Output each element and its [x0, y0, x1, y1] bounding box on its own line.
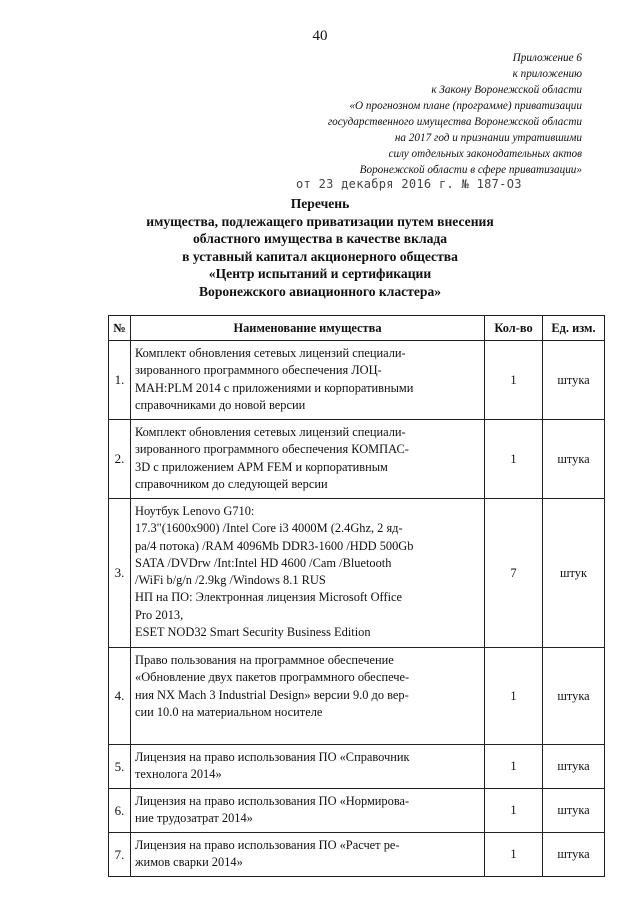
- item-qty: 1: [485, 833, 543, 877]
- table-row: [109, 341, 605, 420]
- item-unit: штука: [543, 833, 605, 877]
- item-name-line: жимов сварки 2014»: [135, 855, 243, 870]
- item-name-line: зированного программного обеспечения ЛОЦ-: [135, 363, 382, 378]
- appendix-line: к Закону Воронежской области: [431, 84, 582, 96]
- item-unit: штука: [543, 789, 605, 833]
- item-name-line: НП на ПО: Электронная лицензия Microsoft Office: [135, 590, 403, 605]
- item-name-line: Ноутбук Lenovo G710:: [135, 504, 255, 518]
- item-unit: штука: [543, 745, 605, 789]
- item-unit: штука: [543, 341, 605, 420]
- item-name-line: 3D с приложением APM FEM и корпоративным: [135, 459, 388, 474]
- table-row: [109, 789, 605, 833]
- item-unit: штук: [543, 499, 605, 648]
- item-name-line: справочником до следующей версии: [135, 476, 328, 491]
- item-qty: 7: [485, 499, 543, 648]
- title-line: областного имущества в качестве вклада: [192, 231, 448, 246]
- appendix-line: государственного имущества Воронежской области: [327, 116, 582, 128]
- item-name-line: Лицензия на право использования ПО «Нормирова-: [135, 794, 410, 808]
- item-unit: штука: [543, 648, 605, 745]
- item-name: [131, 420, 485, 499]
- title-line: «Центр испытаний и сертификации: [208, 266, 432, 281]
- appendix-line: «О прогнозном плане (программе) приватизации: [349, 100, 582, 112]
- row-number: 7.: [109, 833, 131, 877]
- title-line: Воронежского авиационного кластера»: [198, 283, 442, 299]
- col-header-unit: Ед. изм.: [543, 316, 605, 341]
- item-qty: 1: [485, 341, 543, 420]
- item-name-line: /WiFi b/g/n /2.9kg /Windows 8.1 RUS: [135, 573, 326, 588]
- table-row: [109, 499, 605, 648]
- item-name: [131, 745, 485, 789]
- item-name-line: МАН:PLM 2014 с приложениями и корпоративными: [135, 380, 414, 395]
- item-qty: 1: [485, 745, 543, 789]
- appendix-line: на 2017 год и признании утратившими: [394, 132, 582, 144]
- row-number: 6.: [109, 789, 131, 833]
- page-number: 40: [312, 28, 328, 44]
- title-line: в уставный капитал акционерного общества: [182, 248, 458, 264]
- title-line: Перечень: [290, 196, 350, 211]
- item-name-line: ния NX Mach 3 Industrial Design» версии 9.0 до вер-: [135, 687, 409, 702]
- row-number: 3.: [109, 499, 131, 648]
- item-name-line: Право пользования на программное обеспечение: [135, 653, 394, 667]
- item-name-line: ESET NOD32 Smart Security Business Edition: [135, 625, 371, 640]
- row-number: 4.: [109, 648, 131, 745]
- appendix-line: Приложение 6: [512, 52, 582, 64]
- item-name-line: ние трудозатрат 2014»: [135, 811, 253, 826]
- appendix-line: Воронежской области в сфере приватизации»: [359, 164, 582, 176]
- table-row: [109, 745, 605, 789]
- table-header-row: [109, 316, 605, 341]
- item-name-line: 17.3"(1600x900) /Intel Core i3 4000M (2.4Ghz, 2 яд-: [135, 521, 403, 536]
- col-header-number: №: [109, 316, 131, 341]
- item-name: [131, 648, 485, 745]
- item-qty: 1: [485, 789, 543, 833]
- item-unit: штука: [543, 420, 605, 499]
- item-name: [131, 789, 485, 833]
- appendix-line: к приложению: [512, 68, 582, 80]
- item-name-line: «Обновление двух пакетов программного обеспече-: [135, 670, 410, 685]
- table-row: [109, 420, 605, 499]
- date-stamp: от 23 декабря 2016 г. № 187-ОЗ: [296, 177, 522, 191]
- item-name-line: Лицензия на право использования ПО «Справочник: [135, 750, 410, 764]
- table-row: [109, 833, 605, 877]
- item-name: [131, 499, 485, 648]
- item-name-line: Лицензия на право использования ПО «Расчет ре-: [135, 838, 400, 852]
- item-name-line: Pro 2013,: [135, 607, 184, 622]
- item-name-line: ра/4 потока) /RAM 4096Mb DDR3-1600 /HDD 500Gb: [135, 538, 414, 553]
- item-qty: 1: [485, 648, 543, 745]
- appendix-note: [222, 50, 582, 178]
- item-name-line: Комплект обновления сетевых лицензий специали-: [135, 425, 406, 439]
- title-line: имущества, подлежащего приватизации путем внесения: [146, 213, 494, 229]
- col-header-qty: Кол-во: [485, 316, 543, 341]
- row-number: 5.: [109, 745, 131, 789]
- row-number: 2.: [109, 420, 131, 499]
- item-name-line: Комплект обновления сетевых лицензий специали-: [135, 346, 406, 360]
- item-name-line: зированного программного обеспечения КОМПАС-: [135, 442, 409, 457]
- item-name-line: технолога 2014»: [135, 767, 222, 782]
- col-header-name: Наименование имущества: [131, 316, 485, 341]
- table-row: [109, 648, 605, 745]
- appendix-line: силу отдельных законодательных актов: [388, 148, 582, 160]
- row-number: 1.: [109, 341, 131, 420]
- property-table: [108, 315, 605, 877]
- item-name-line: сии 10.0 на материальном носителе: [135, 704, 323, 719]
- item-name: [131, 341, 485, 420]
- item-name-line: справочниками до новой версии: [135, 397, 306, 412]
- item-qty: 1: [485, 420, 543, 499]
- document-title: [0, 195, 640, 300]
- item-name: [131, 833, 485, 877]
- item-name-line: SATA /DVDrw /Int:Intel HD 4600 /Cam /Bluetooth: [135, 555, 392, 570]
